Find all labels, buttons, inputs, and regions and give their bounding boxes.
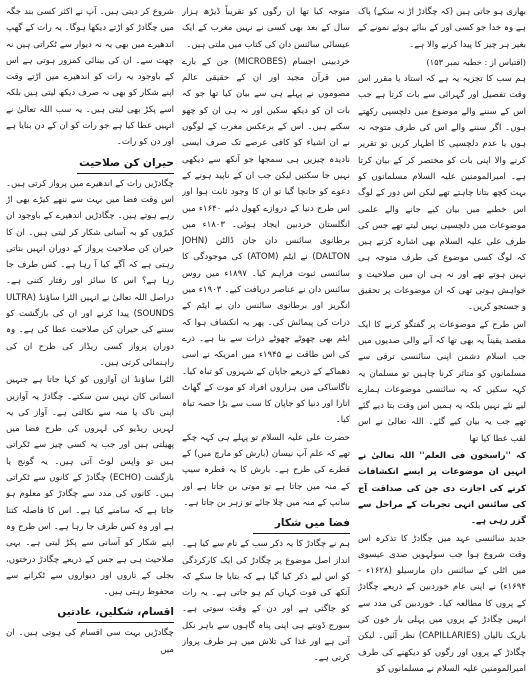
paragraph-emphasis: کہ ''راسخون فی العلم'' اللہ تعالیٰ نے انہیں ان موضوعات پر ایسے انکشافات کرنے کی اجازت دی جن کی صداقت آج کی سائنس انہی تجربات کے مراحل سے گزر رہی ہے۔	[358, 451, 526, 527]
paragraph: چگادڑیں بہت سی اقسام کی ہوتی ہیں۔ ان میں	[6, 628, 174, 655]
paragraph: حضرت علی علیہ السلام تو پہلے ہی کہہ چکے تھے کہ علم آپ نیسان (بارش کو مارچ میں) کے قطرے کی طرح ہے۔ بارش کا یہ قطرہ سیپ کے منہ میں جاتا ہے تو موتی بن جاتا ہے اور سانپ کے منہ میں چلا جائے تو زہر بن جاتا ہے۔	[182, 432, 350, 508]
paragraph: ہم سب کا تجزیہ یہ ہے کہ استاد یا مقرر اس وقت تفصیل اور گہرائی سے بات کرتا ہے جب اس کے سننے والے موضوع میں دلچسپی رکھتے ہوں۔ اگر سننے والے اس کی طرف متوجہ نہ ہوں یا عدم دلچسپی کا اظہار کریں تو تقریر کرنے والا اپنی بات کو مختصر کر کے بیان کرتا ہے۔ امیرالمومنین علیہ السلام مسلمانوں کو بہت کچھ بتانا چاہتے تھے لیکن اس دور کے لوگ اس خطبے میں بیان کیے جانے والے علمی موضوعات میں دلچسپی نہیں لیتے تھے جس کی طرف علی علیہ السلام بھی اشارہ کرتے ہیں کہ لوگ کسی موضوع کی طرف متوجہ ہی نہیں ہوتے تھے اور نہ ہی ان میں صلاحیت و خواہش ہوتی تھی کہ ان موضوعات پر تحقیق و جستجو کریں۔	[358, 74, 526, 313]
paragraph: چگادڑیں رات کے اندھیرے میں پرواز کرتی ہیں۔ اس وقت فضا میں بہت سے ننھے کیڑے بھی اڑ رہے ہوتے ہیں۔ چگادڑیں اندھیرے کے باوجود ان کیڑوں کو بہ آسانی شکار کر لیتی ہیں۔ ان کا حیران کن صلاحیت پرواز کے دوران انہیں بتاتی رہتی ہے کہ آگے کیا آ رہا ہے۔ کس طرف جا رہا ہے؟ اس کا سائز اور رفتار کتنی ہے۔ دراصل اللہ تعالیٰ نے انہیں الٹرا ساؤنڈ (ULTRA SOUNDS) پیدا کرنے اور ان کی بازگشت کو سننے کی حیران کن صلاحیت عطا کی ہے۔ وہ دوران پرواز کسی ریڈار کی طرح ان کی راہنمائی کرتی ہیں۔	[6, 178, 174, 368]
paragraph: اس طرح کے موضوعات پر گفتگو کرنے کا ایک مقصد یقیناً یہ بھی تھا کہ آنے والی صدیوں میں جب اسلام دشمن اپنی سائنسی ترقی سے مسلمانوں کو متاثر کرنا چاہیں تو مسلمان یہ کہہ سکیں کہ یہ سائنسی موضوعات ہمارے لیے نئے نہیں بلکہ یہ ہمیں اس وقت بتا دیے گئے تھے جب یہ بیان کیے گئے۔ اللہ تعالیٰ نے اس لقب عطا کیا تھا	[358, 319, 526, 444]
heading-underline	[77, 622, 174, 623]
paragraph: الٹرا ساؤنڈ ان آوازوں کو کہا جاتا ہے جنہیں انسانی کان نہیں سن سکتے۔ چگادڑ یہ آوازیں اپنی ناک یا منہ سے نکالتی ہے۔ آواز کی یہ لہریں ریڈیو کی لہروں کی طرح فضا میں پھیلتی ہیں اور جب یہ کسی چیز سے ٹکراتی ہیں تو واپس لوٹ آتی ہیں۔ یہ گونج یا بازگشت (ECHO) چگادڑ کے کانوں سے ٹکراتی ہیں۔ کانوں کی مدد سے چگادڑ کو معلوم ہو جاتا ہے کہ سامنے کیا ہے۔ اس کا فاصلہ کتنا ہے اور وہ کس طرف جا رہا ہے۔ اس طرح وہ اپنے شکار کو آسانی سے پکڑ لیتی ہے۔ یہی صلاحیت ہی ہے جس کے ذریعے چگادڑ درختوں، بجلی کے تاروں اور دیواروں سے ٹکرانے سے محفوظ رہتی ہیں۔	[6, 375, 174, 598]
section-heading-text: حیران کن صلاحیت	[79, 156, 174, 169]
paragraph: جدید سائنسی عہد میں چگادڑ کا تذکرہ اس وقت شروع ہوا جب سولہویں صدی عیسوی میں اٹلی کے سائنس دان مارسیلو (۱۶۲۸ء - ۱۶۹۴ء) نے اپنی عام خوردبین کے ذریعے چگادڑ کے پروں کا مطالعہ کیا۔ خوردبین کی مدد سے انہیں چگادڑ کے پروں میں پہلی بار خون کی باریک نالیاں (CAPILLARIES) نظر آئیں۔ لیکن چگادڑ کے پروں اور رگوں کو دیکھنے کی طرف امیرالمومنین علیہ السلام نے مسلمانوں کو	[358, 533, 526, 674]
paragraph: شروع کر دیتی ہیں۔ آپ نے اکثر کسی بند جگہ میں چگادڑ کو اڑتے دیکھا ہوگا۔ یہ رات کے گھپ اندھیرے میں بھی یہ نہ دیوار سے ٹکراتی ہیں نہ چھت سے۔ ان کی بینائی کمزور ہوتی ہے اس کے باوجود یہ رات کو اندھیرے میں اڑتے وقت اپنے شکار کو بھی نہ صرف دیکھ لیتی ہیں بلکہ اسے پکڑ بھی لیتی ہیں۔ یہ سب اللہ تعالیٰ نے انہیں عطا کیا ہے جو رات کو ان کے دن بنایا ہے اور دن کو رات۔	[6, 7, 174, 148]
column-middle	[182, 4, 350, 677]
heading-underline	[253, 533, 350, 534]
section-heading	[6, 604, 174, 623]
paragraph: خردبینی اجسام (MICROBES) جن کے بارے میں قرآن مجید اور ان کے حقیقی عالم مصوموں نے پہلے ہی سے بیان کیا تھا جو کہ بات ان کو دیکھ سکیں اور نہ ہی ان کو چھو سکتے ہیں۔ اس کے برعکس مغرب کے لوگوں نے ان اشیاء کو کافی عرصے تک صرف ایسی نادیدہ چیزیں ہی سمجھا جو آنکھ سے دیکھی نہیں جا سکتیں لیکن جب ان کے ناپید ہونے کے دعوے کو جانچا گیا تو ان کا وجود ثابت ہوا اور اس طرح دنیا کے دروازے کھول دئیے ۱۶۴۰ء میں انگلستان خردبین ایجاد ہوئی۔ ۱۸۰۳ء میں برطانوی سائنس دان جان ڈالٹن (JOHN DALTON) نے ایٹم (ATOM) کی موجودگی کا سائنسی ثبوت فراہم کیا۔ ۱۸۹۷ء میں روس سائنس دان نے عناصر دریافت کیے۔ ۱۹۰۳ء میں انگریز اور برطانوی سائنس دان نے ایٹم کے ذرات کی پیمائش کی۔ پھر یہ انکشاف ہوا کہ ایٹم بھی چھوٹے چھوٹے ذرات سے بنا ہے۔ ذرے کی اس طاقت نے ۱۹۴۵ء میں امریکہ نے اسی دھماکے کے ذریعے جاپان کے شہروں کو تباہ کیا۔ ناگاساکی میں ہزاروں افراد کو موت کے گھاٹ اتارا اور دنیا کو جاپان کا سب سے بڑا حصہ تباہ کیا۔	[182, 56, 350, 426]
paragraph: ہم نے چگادڑ کا یہ ذکر سب کے نام سے کیا ہے۔ انداز اصل موضوع پر چگادڑ کی ایک کارکردگی کو اس لیے ذکر کیا گیا ہے کہ بتایا جا سکے کہ آنکھ کی قوت کہاں کم ہو جاتی ہے۔ یہ رات کو جاگتی ہے اور دن کے وقت سوتی ہے۔ سورج ڈوبتے ہی اپنی پناہ گاہوں سے باہر نکل آتی ہے اور غذا کی تلاش میں ہر طرف پرواز کرتی ہے۔	[182, 539, 350, 664]
column-left	[6, 4, 174, 677]
heading-underline	[77, 173, 174, 174]
section-heading	[182, 515, 350, 534]
paragraph: متوجہ کیا تھا ان رگوں کو تقریباً ڈیڑھ ہزار سال کے بعد بھی کسی نے نہیں مغرب کے ایک عیسائی سائنس دان کی کتاب میں ملتی ہیں۔	[182, 7, 350, 50]
section-heading-text: اقسام، شکلیں، عادتیں	[57, 606, 174, 619]
section-heading-text: فضا میں شکار	[274, 517, 350, 530]
paragraph: بھاری ہو جاتی ہیں (کہ چگادڑ اڑ نہ سکے) پاک ہے وہ خدا جو کسی اور کے بنائے ہوئے نمونے کے بغیر ہر چیز کا پیدا کرنے والا ہے۔	[358, 7, 526, 50]
column-right	[358, 4, 526, 677]
section-heading	[6, 155, 174, 174]
citation: (اقتباس از : خطبہ نمبر ۱۵۳)	[426, 56, 526, 67]
